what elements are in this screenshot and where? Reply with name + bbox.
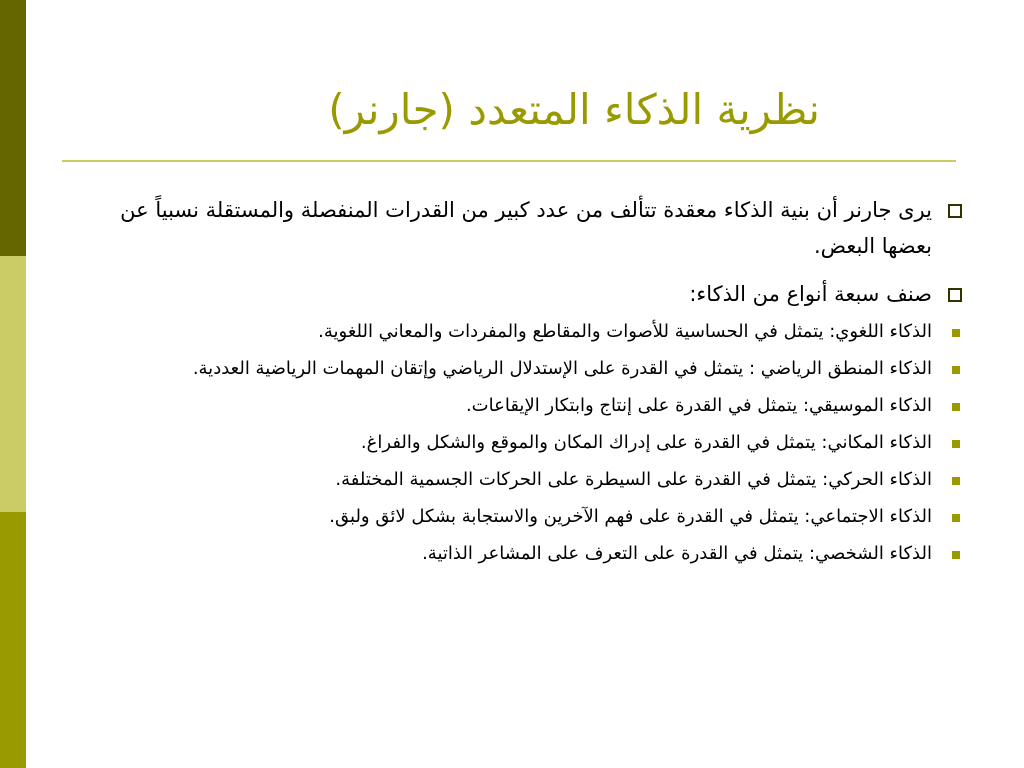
sub-bullet-text: الذكاء الحركي: يتمثل في القدرة على السيطرة على الحركات الجسمية المختلفة.: [335, 469, 932, 490]
decor-bar-top: [0, 0, 26, 256]
sub-bullet-text: الذكاء المكاني: يتمثل في القدرة على إدراك المكان والموقع والشكل والفراغ.: [360, 432, 932, 453]
sub-bullet-point: [120, 538, 970, 570]
sub-bullet-text: الذكاء المنطق الرياضي : يتمثل في القدرة على الإستدلال الرياضي وإتقان المهمات الرياضية العددية.: [192, 358, 932, 379]
hollow-square-bullet-icon: [948, 288, 962, 302]
sub-bullet-point: [120, 501, 970, 533]
slide-body: [120, 192, 970, 575]
filled-square-bullet-icon: [952, 440, 960, 448]
filled-square-bullet-icon: [952, 477, 960, 485]
sub-bullet-text: الذكاء الشخصي: يتمثل في القدرة على التعرف على المشاعر الذاتية.: [422, 543, 932, 564]
decor-bar-bottom: [0, 512, 26, 768]
hollow-square-bullet-icon: [948, 204, 962, 218]
bullet-text: يرى جارنر أن بنية الذكاء معقدة تتألف من عدد كبير من القدرات المنفصلة والمستقلة نسبياً عن بعضها البعض.: [120, 198, 932, 258]
bullet-text: صنف سبعة أنواع من الذكاء:: [689, 282, 932, 306]
filled-square-bullet-icon: [952, 403, 960, 411]
sub-bullet-point: [120, 353, 970, 385]
filled-square-bullet-icon: [952, 514, 960, 522]
filled-square-bullet-icon: [952, 366, 960, 374]
sub-bullet-point: [120, 464, 970, 496]
bullet-point: [120, 276, 970, 312]
sub-bullet-point: [120, 427, 970, 459]
sub-bullet-text: الذكاء اللغوي: يتمثل في الحساسية للأصوات والمقاطع والمفردات والمعاني اللغوية.: [318, 321, 932, 342]
sub-bullet-point: [120, 390, 970, 422]
title-divider: [62, 160, 956, 162]
decor-bar-middle: [0, 256, 26, 512]
filled-square-bullet-icon: [952, 329, 960, 337]
sub-bullet-text: الذكاء الاجتماعي: يتمثل في القدرة على فهم الآخرين والاستجابة بشكل لائق ولبق.: [329, 506, 932, 527]
sub-bullet-text: الذكاء الموسيقي: يتمثل في القدرة على إنتاج وابتكار الإيقاعات.: [465, 395, 932, 416]
bullet-point: [120, 192, 970, 264]
slide-title: نظرية الذكاء المتعدد (جارنر): [328, 85, 820, 134]
sub-bullet-point: [120, 316, 970, 348]
filled-square-bullet-icon: [952, 551, 960, 559]
